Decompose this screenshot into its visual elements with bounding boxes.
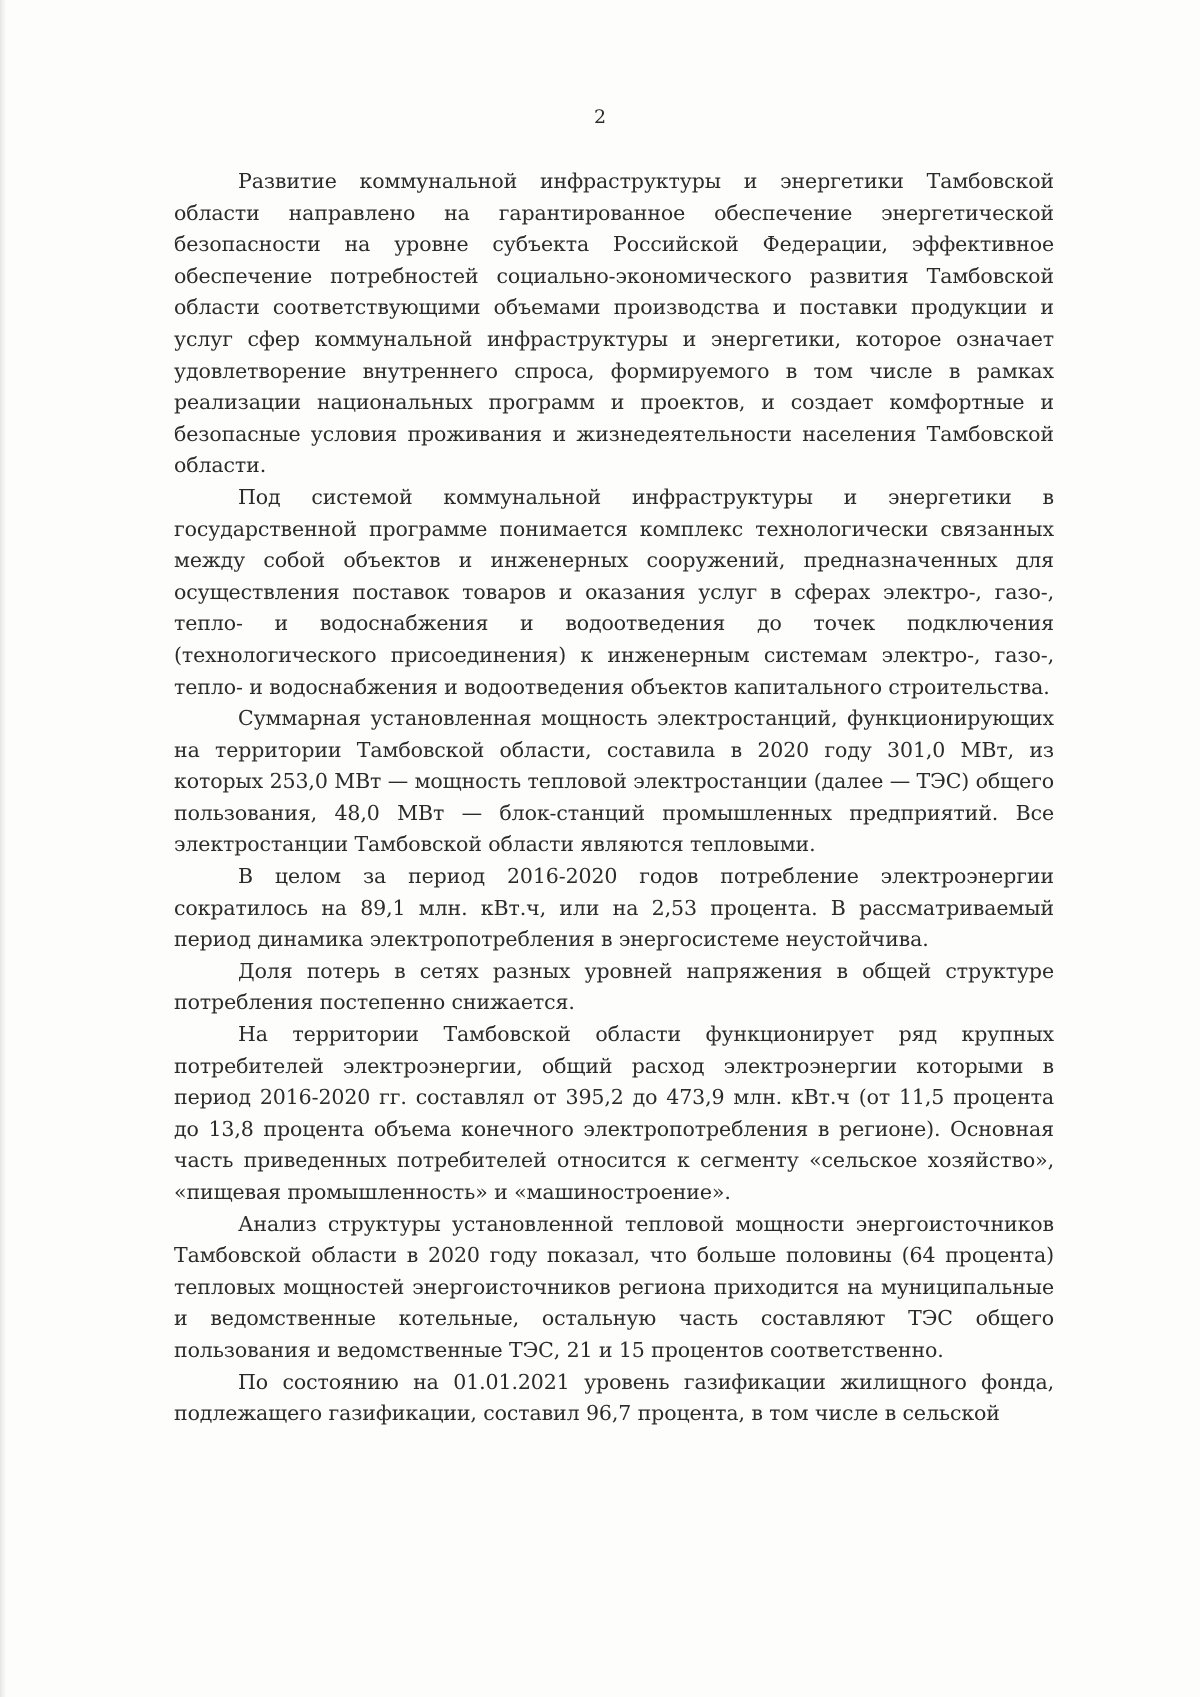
- paragraph-gasification: По состоянию на 01.01.2021 уровень газификации жилищного фонда, подлежащего газификации, составил 96,7 процента, в том числе в сельской: [174, 1369, 1054, 1426]
- paragraph-system-definition: Под системой коммунальной инфраструктуры и энергетики в государственной программе понимается комплекс технологически связанных между собой объектов и инженерных сооружений, предназначенных для осуществления поставок товаров и оказания услуг в сферах электро-, газо-, тепло- и водоснабжения и водоотведения до точек подключения (технологического присоединения) к инженерным системам электро-, газо-, тепло- и водоснабжения и водоотведения объектов капитального строительства.: [174, 484, 1054, 699]
- paragraph-installed-capacity: Суммарная установленная мощность электростанций, функционирующих на территории Тамбовской области, составила в 2020 году 301,0 МВт, из которых 253,0 МВт — мощность тепловой электростанции (далее — ТЭС) общего пользования, 48,0 МВт — блок-станций промышленных предприятий. Все электростанции Тамбовской области являются тепловыми.: [174, 706, 1054, 857]
- paragraph-thermal-capacity: Анализ структуры установленной тепловой мощности энергоисточников Тамбовской области в 2020 году показал, что больше половины (64 процента) тепловых мощностей энергоисточников региона приходится на муниципальные и ведомственные котельные, остальную часть составляют ТЭС общего пользования и ведомственные ТЭС, 21 и 15 процентов соответственно.: [174, 1211, 1054, 1362]
- page-number: 2: [593, 106, 607, 128]
- paragraph-consumption-decline: В целом за период 2016-2020 годов потребление электроэнергии сократилось на 89,1 млн. кВт.ч, или на 2,53 процента. В рассматриваемый период динамика электропотребления в энергосистеме неустойчива.: [174, 864, 1054, 952]
- scan-edge: [0, 0, 6, 1697]
- paragraph-communal-infrastructure: Развитие коммунальной инфраструктуры и энергетики Тамбовской области направлено на гарантированное обеспечение энергетической безопасности на уровне субъекта Российской Федерации, эффективное обеспечение потребностей социально-экономического развития Тамбовской области соответствующими объемами производства и поставки продукции и услуг сфер коммунальной инфраструктуры и энергетики, которое означает удовлетворение внутреннего спроса, формируемого в том числе в рамках реализации национальных программ и проектов, и создает комфортные и безопасные условия проживания и жизнедеятельности населения Тамбовской области.: [174, 169, 1054, 478]
- paragraph-major-consumers: На территории Тамбовской области функционирует ряд крупных потребителей электроэнергии, общий расход электроэнергии которыми в период 2016-2020 гг. составлял от 395,2 до 473,9 млн. кВт.ч (от 11,5 процента до 13,8 процента объема конечного электропотребления в регионе). Основная часть приведенных потребителей относится к сегменту «сельское хозяйство», «пищевая промышленность» и «машиностроение».: [174, 1022, 1054, 1204]
- paragraph-network-losses: Доля потерь в сетях разных уровней напряжения в общей структуре потребления постепенно снижается.: [174, 958, 1054, 1015]
- body-text: [174, 166, 1054, 1430]
